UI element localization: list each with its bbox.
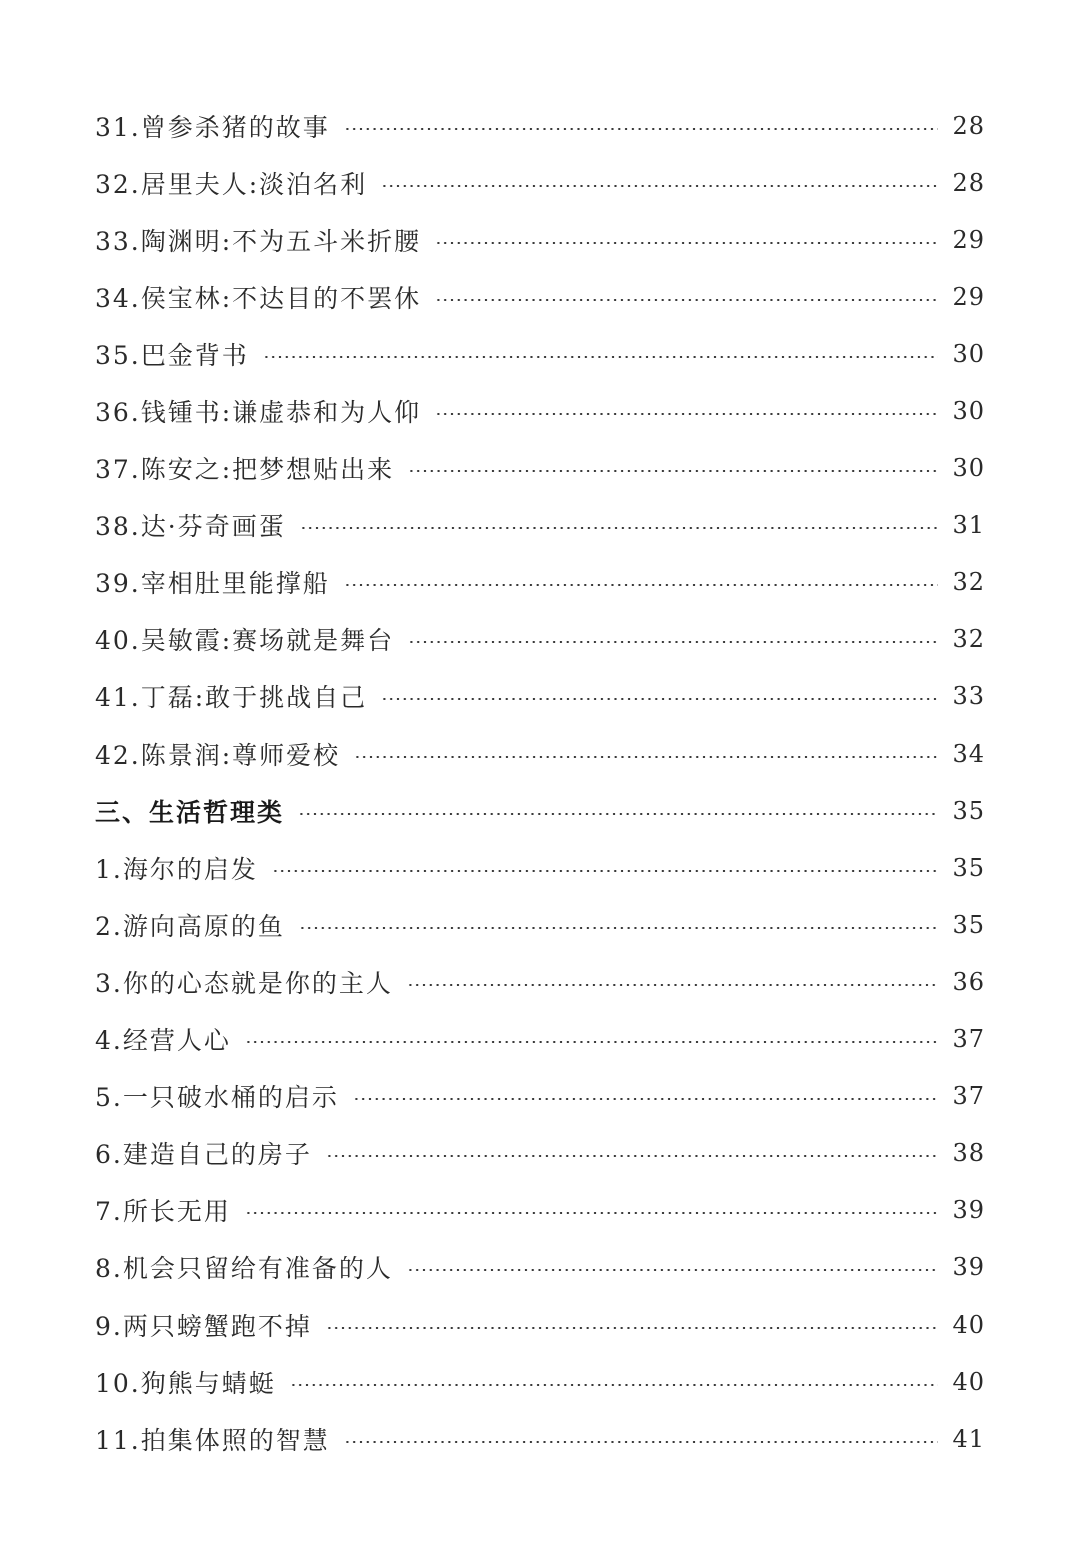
toc-entry-title: 40.吴敏霞:赛场就是舞台 xyxy=(95,626,395,656)
dot-leader xyxy=(326,1327,939,1329)
dot-leader xyxy=(435,299,938,301)
toc-entry[interactable] xyxy=(95,268,985,325)
dot-leader xyxy=(245,1041,939,1043)
toc-entry-page-number: 32 xyxy=(952,625,985,654)
toc-entry[interactable] xyxy=(95,154,985,211)
toc-entry[interactable] xyxy=(95,497,985,554)
toc-entry[interactable] xyxy=(95,1182,985,1239)
dot-leader xyxy=(272,870,939,872)
toc-entry-title: 39.宰相肚里能撑船 xyxy=(95,569,330,599)
toc-entry[interactable] xyxy=(95,554,985,611)
table-of-contents xyxy=(95,97,985,1467)
toc-entry[interactable] xyxy=(95,97,985,154)
toc-entry-page-number: 31 xyxy=(952,511,985,540)
toc-entry-page-number: 35 xyxy=(952,796,985,825)
dot-leader xyxy=(407,984,939,986)
toc-entry-page-number: 40 xyxy=(952,1367,985,1396)
dot-leader xyxy=(435,413,938,415)
dot-leader xyxy=(435,242,938,244)
toc-entry-title: 11.拍集体照的智慧 xyxy=(95,1425,330,1455)
dot-leader xyxy=(326,1155,939,1157)
toc-entry[interactable] xyxy=(95,1410,985,1467)
toc-entry[interactable] xyxy=(95,896,985,953)
toc-entry-page-number: 39 xyxy=(952,1253,985,1282)
toc-entry-title: 三、生活哲理类 xyxy=(95,797,285,827)
toc-entry[interactable] xyxy=(95,325,985,382)
toc-entry[interactable] xyxy=(95,668,985,725)
toc-entry-title: 3.你的心态就是你的主人 xyxy=(95,968,393,998)
dot-leader xyxy=(290,1384,939,1386)
dot-leader xyxy=(344,128,939,130)
toc-entry[interactable] xyxy=(95,1125,985,1182)
toc-entry-title: 33.陶渊明:不为五斗米折腰 xyxy=(95,226,422,256)
toc-entry[interactable] xyxy=(95,382,985,439)
toc-entry-page-number: 30 xyxy=(952,339,985,368)
toc-entry-title: 5.一只破水桶的启示 xyxy=(95,1083,339,1113)
toc-entry-title: 32.居里夫人:淡泊名利 xyxy=(95,169,368,199)
dot-leader xyxy=(353,1098,939,1100)
dot-leader xyxy=(381,185,938,187)
toc-entry[interactable] xyxy=(95,440,985,497)
toc-entry-title: 34.侯宝林:不达目的不罢休 xyxy=(95,283,422,313)
toc-entry-title: 8.机会只留给有准备的人 xyxy=(95,1254,393,1284)
dot-leader xyxy=(298,813,938,815)
dot-leader xyxy=(300,527,939,529)
toc-entry-title: 31.曾参杀猪的故事 xyxy=(95,112,330,142)
toc-entry[interactable] xyxy=(95,839,985,896)
dot-leader xyxy=(354,756,938,758)
toc-entry-page-number: 41 xyxy=(952,1424,985,1453)
toc-entry-page-number: 30 xyxy=(952,397,985,426)
toc-entry[interactable] xyxy=(95,1296,985,1353)
toc-entry[interactable] xyxy=(95,1011,985,1068)
toc-entry[interactable] xyxy=(95,211,985,268)
toc-entry-title: 1.海尔的启发 xyxy=(95,854,258,884)
toc-entry-title: 7.所长无用 xyxy=(95,1197,231,1227)
toc-entry[interactable] xyxy=(95,953,985,1010)
toc-entry-title: 4.经营人心 xyxy=(95,1026,231,1056)
dot-leader xyxy=(344,584,939,586)
toc-entry-page-number: 34 xyxy=(952,739,985,768)
dot-leader xyxy=(381,698,938,700)
toc-entry-title: 41.丁磊:敢于挑战自己 xyxy=(95,683,368,713)
toc-entry[interactable] xyxy=(95,1068,985,1125)
toc-entry-page-number: 30 xyxy=(952,454,985,483)
toc-section-heading[interactable] xyxy=(95,782,985,839)
toc-entry-title: 35.巴金背书 xyxy=(95,340,249,370)
toc-entry-page-number: 35 xyxy=(952,853,985,882)
toc-entry-page-number: 36 xyxy=(952,967,985,996)
toc-entry-page-number: 39 xyxy=(952,1196,985,1225)
dot-leader xyxy=(263,356,939,358)
toc-entry-title: 42.陈景润:尊师爱校 xyxy=(95,740,341,770)
toc-entry[interactable] xyxy=(95,1353,985,1410)
toc-entry-page-number: 40 xyxy=(952,1310,985,1339)
dot-leader xyxy=(407,1269,939,1271)
toc-entry-page-number: 32 xyxy=(952,568,985,597)
toc-entry-page-number: 28 xyxy=(952,168,985,197)
toc-entry[interactable] xyxy=(95,611,985,668)
dot-leader xyxy=(299,927,939,929)
toc-entry-title: 2.游向高原的鱼 xyxy=(95,911,285,941)
toc-entry[interactable] xyxy=(95,725,985,782)
toc-entry-page-number: 29 xyxy=(952,225,985,254)
toc-entry-page-number: 29 xyxy=(952,282,985,311)
toc-entry-title: 37.陈安之:把梦想贴出来 xyxy=(95,455,395,485)
toc-entry-page-number: 37 xyxy=(952,1025,985,1054)
toc-entry-title: 36.钱锺书:谦虚恭和为人仰 xyxy=(95,398,422,428)
toc-entry-title: 38.达·芬奇画蛋 xyxy=(95,512,286,542)
dot-leader xyxy=(408,470,938,472)
dot-leader xyxy=(245,1212,939,1214)
toc-entry-title: 6.建造自己的房子 xyxy=(95,1140,312,1170)
toc-entry-page-number: 37 xyxy=(952,1082,985,1111)
toc-entry-page-number: 28 xyxy=(952,111,985,140)
toc-entry-page-number: 35 xyxy=(952,910,985,939)
toc-entry[interactable] xyxy=(95,1239,985,1296)
toc-entry-title: 10.狗熊与蜻蜓 xyxy=(95,1368,276,1398)
dot-leader xyxy=(408,641,938,643)
toc-entry-page-number: 38 xyxy=(952,1139,985,1168)
toc-entry-title: 9.两只螃蟹跑不掉 xyxy=(95,1311,312,1341)
dot-leader xyxy=(344,1441,939,1443)
toc-entry-page-number: 33 xyxy=(952,682,985,711)
